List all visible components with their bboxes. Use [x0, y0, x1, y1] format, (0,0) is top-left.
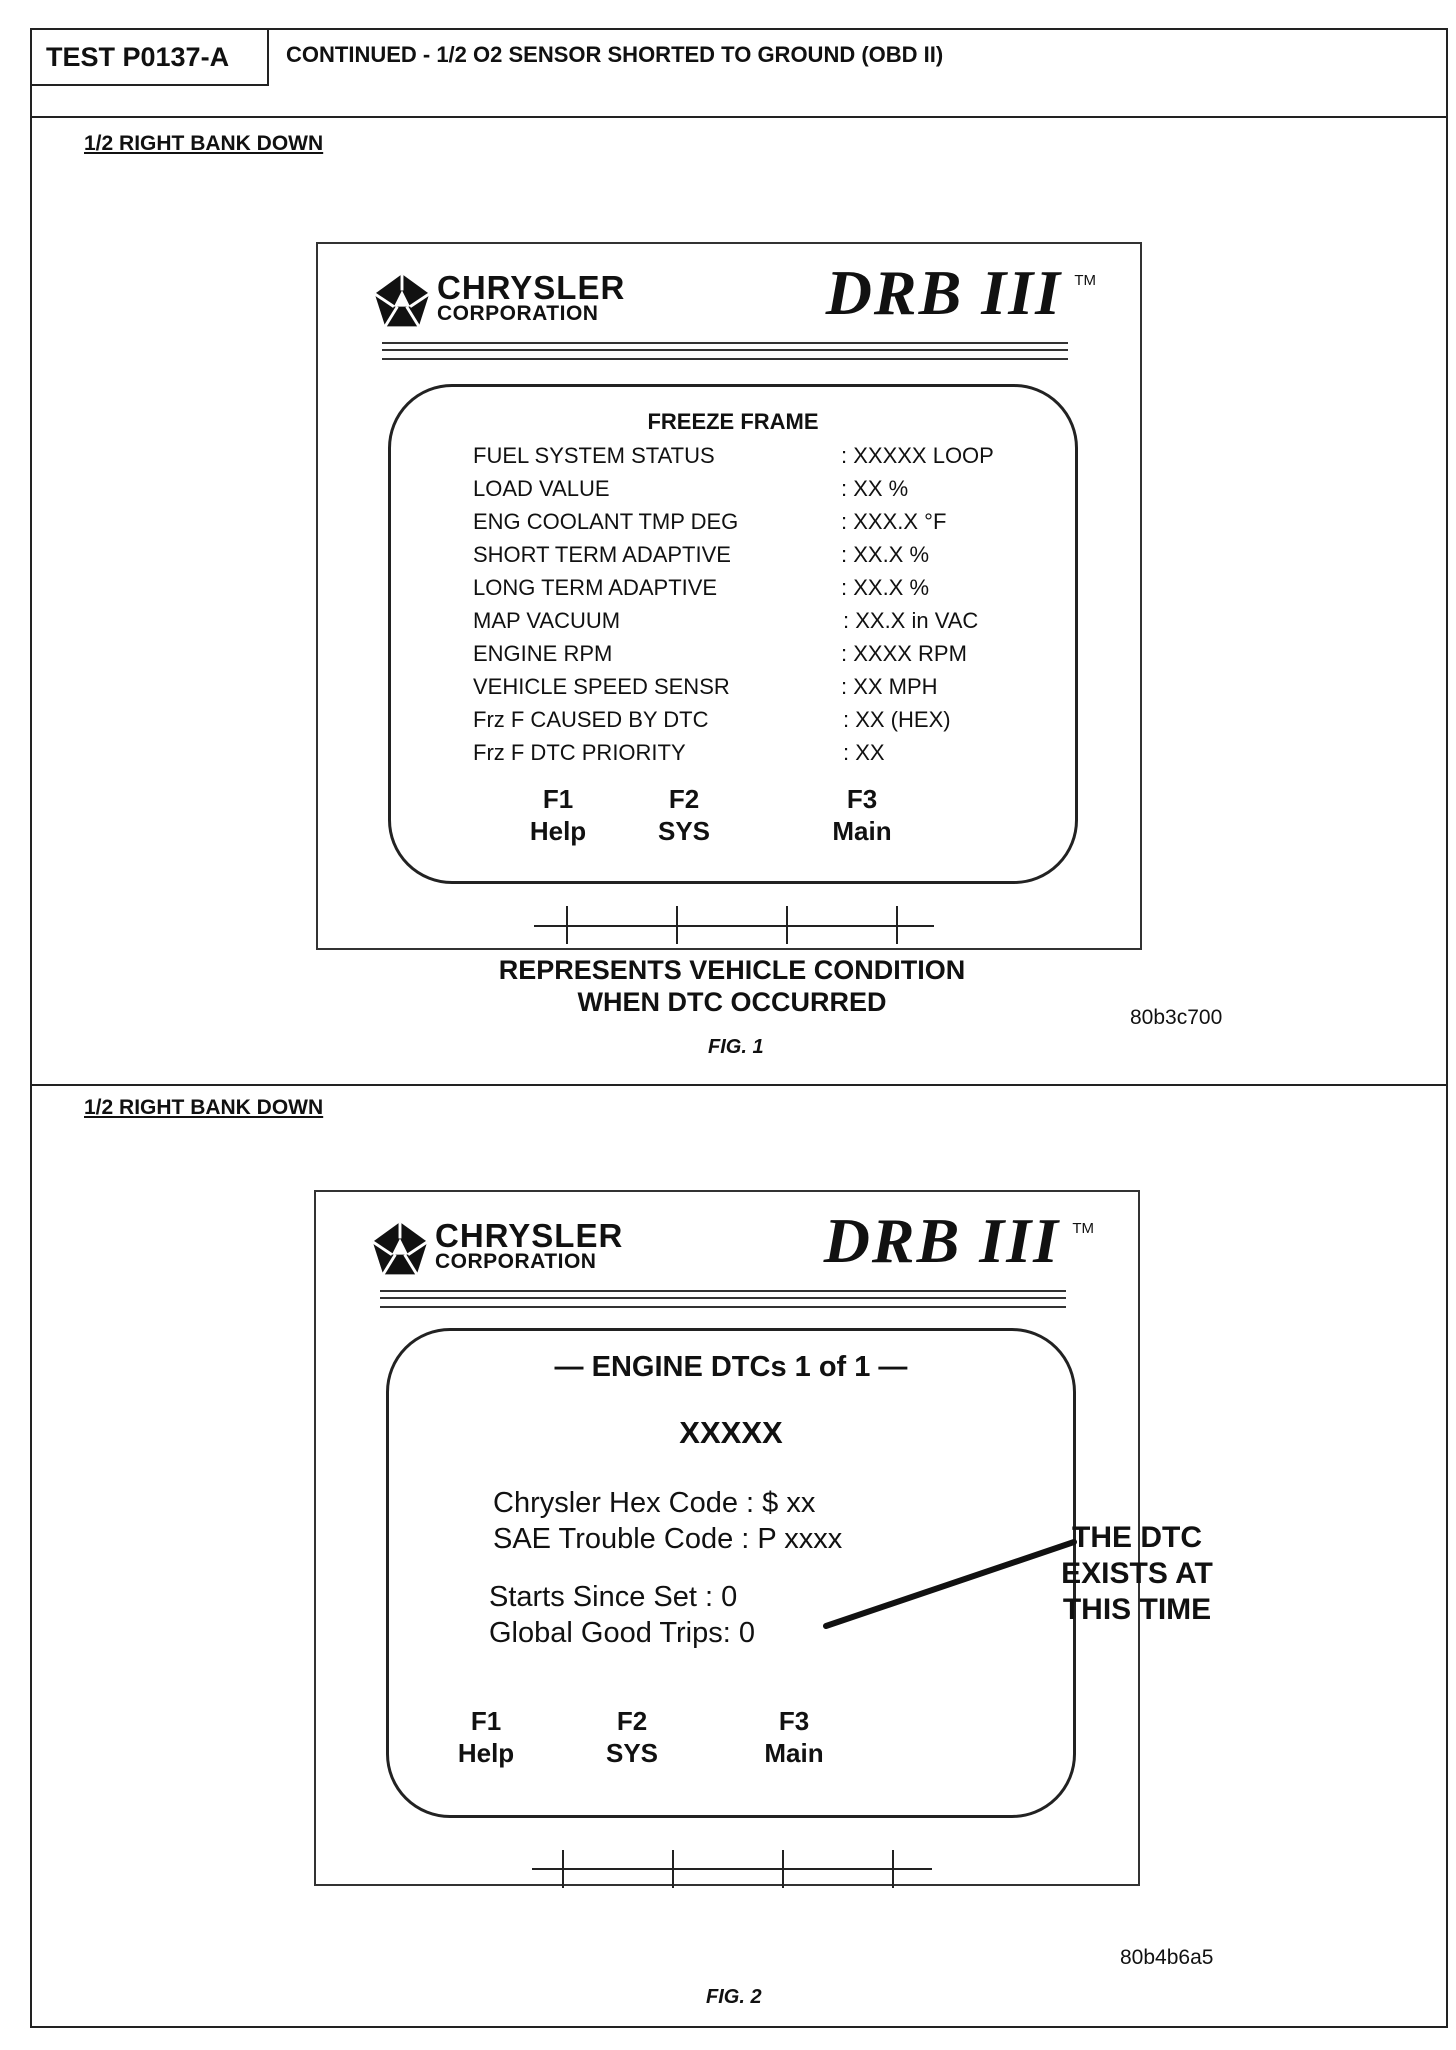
fig1-key-stem — [676, 906, 678, 944]
trademark: TM — [1072, 1220, 1094, 1237]
brand-sub: CORPORATION — [437, 302, 599, 325]
f2-key-label: SYS — [605, 1738, 659, 1768]
test-id-box — [32, 30, 269, 86]
ff-row-value: : XX.X % — [841, 542, 930, 567]
test-id: TEST P0137-A — [46, 42, 230, 72]
fig2-rule-lines — [380, 1290, 1066, 1308]
fig2-label: FIG. 2 — [706, 1986, 762, 2008]
ff-row-label: SHORT TERM ADAPTIVE — [473, 542, 731, 567]
f1-key-label: Help — [529, 816, 587, 846]
dtc-info-line: Chrysler Hex Code : $ xx — [493, 1487, 816, 1519]
fig2-key-stem — [892, 1850, 894, 1888]
fig2-key-stem — [672, 1850, 674, 1888]
f3-key-label: Main — [764, 1738, 824, 1768]
fig1-screen — [388, 384, 1078, 884]
dtc-info-line: Starts Since Set : 0 — [489, 1581, 738, 1613]
pentastar-icon — [373, 273, 431, 331]
f2-key — [629, 783, 739, 847]
f3-key — [739, 1705, 849, 1769]
ff-row-value: : XXXX RPM — [841, 641, 967, 666]
pentastar-icon — [371, 1221, 429, 1279]
dtc-note-line: EXISTS AT — [1061, 1557, 1213, 1590]
dtc-note-line: THIS TIME — [1062, 1593, 1212, 1626]
f3-key-label: Main — [832, 816, 892, 846]
fig2-ref-code: 80b4b6a5 — [1120, 1946, 1214, 1969]
dtc-note — [1032, 1520, 1242, 1628]
f2-key-label: SYS — [657, 816, 711, 846]
ff-row-value: : XX.X in VAC — [843, 608, 979, 633]
f1-key — [431, 1705, 541, 1769]
f3-key-code: F3 — [846, 784, 878, 814]
ff-row-label: LOAD VALUE — [473, 476, 610, 501]
page-frame — [30, 28, 1448, 2028]
dtc-note-line: THE DTC — [1072, 1521, 1202, 1554]
f1-key-code: F1 — [542, 784, 574, 814]
product-mark: DRB III — [825, 257, 1062, 328]
ff-row-value: : XX — [843, 740, 885, 765]
fig1-key-stem — [786, 906, 788, 944]
fig1-ref-code: 80b3c700 — [1130, 1006, 1223, 1029]
fig2-brand-logo — [371, 1217, 631, 1283]
f3-key — [807, 783, 917, 847]
ff-row-label: ENGINE RPM — [473, 641, 613, 666]
f1-key-code: F1 — [470, 1706, 502, 1736]
trademark: TM — [1074, 272, 1096, 289]
brand-name: CHRYSLER — [437, 269, 626, 306]
ff-row-label: VEHICLE SPEED SENSR — [473, 674, 730, 699]
dtc-info-line: Global Good Trips: 0 — [489, 1617, 755, 1649]
ff-row-label: Frz F DTC PRIORITY — [473, 740, 686, 765]
fig2-key-baseline — [532, 1868, 932, 1870]
fig1-rule-lines — [382, 342, 1068, 360]
fig1-caption — [412, 954, 1052, 1018]
ff-row-label: MAP VACUUM — [473, 608, 621, 633]
ff-row-label: FUEL SYSTEM STATUS — [473, 443, 715, 468]
ff-row-label: LONG TERM ADAPTIVE — [473, 575, 718, 600]
fig1-key-stem — [896, 906, 898, 944]
dtc-code: XXXXX — [679, 1415, 783, 1450]
fig1-label: FIG. 1 — [708, 1036, 764, 1058]
dtc-info-line: SAE Trouble Code : P xxxx — [493, 1523, 843, 1555]
dtc-screen-title: — ENGINE DTCs 1 of 1 — — [554, 1351, 908, 1383]
f2-key — [577, 1705, 687, 1769]
fig1-section-label: 1/2 RIGHT BANK DOWN — [84, 132, 324, 155]
fig1-key-stem — [566, 906, 568, 944]
f1-key-label: Help — [457, 1738, 515, 1768]
ff-row-value: : XX (HEX) — [843, 707, 951, 732]
header-divider — [32, 116, 1446, 118]
fig1-key-baseline — [534, 925, 934, 927]
f2-key-code: F2 — [616, 1706, 648, 1736]
fig2-key-stem — [782, 1850, 784, 1888]
ff-row-label: ENG COOLANT TMP DEG — [473, 509, 739, 534]
test-title: CONTINUED - 1/2 O2 SENSOR SHORTED TO GROUND (OBD II) — [286, 42, 944, 67]
ff-row-value: : XXX.X °F — [841, 509, 947, 534]
f3-key-code: F3 — [778, 1706, 810, 1736]
section-divider — [32, 1084, 1446, 1086]
ff-row-label: Frz F CAUSED BY DTC — [473, 707, 709, 732]
ff-row-value: : XX % — [841, 476, 909, 501]
brand-name: CHRYSLER — [435, 1217, 624, 1254]
fig2-key-stem — [562, 1850, 564, 1888]
brand-sub: CORPORATION — [435, 1250, 597, 1273]
ff-row-value: : XX.X % — [841, 575, 930, 600]
fig1-caption-line: REPRESENTS VEHICLE CONDITION — [498, 955, 966, 985]
fig2-section-label: 1/2 RIGHT BANK DOWN — [84, 1096, 324, 1119]
fig1-brand-logo — [373, 269, 633, 335]
freeze-frame-title: FREEZE FRAME — [647, 409, 819, 434]
ff-row-value: : XX MPH — [841, 674, 938, 699]
f2-key-code: F2 — [668, 784, 700, 814]
fig1-caption-line: WHEN DTC OCCURRED — [577, 987, 887, 1017]
fig1-drb-device — [316, 242, 1142, 950]
ff-row-value: : XXXXX LOOP — [841, 443, 994, 468]
product-mark: DRB III — [823, 1205, 1060, 1276]
f1-key — [503, 783, 613, 847]
